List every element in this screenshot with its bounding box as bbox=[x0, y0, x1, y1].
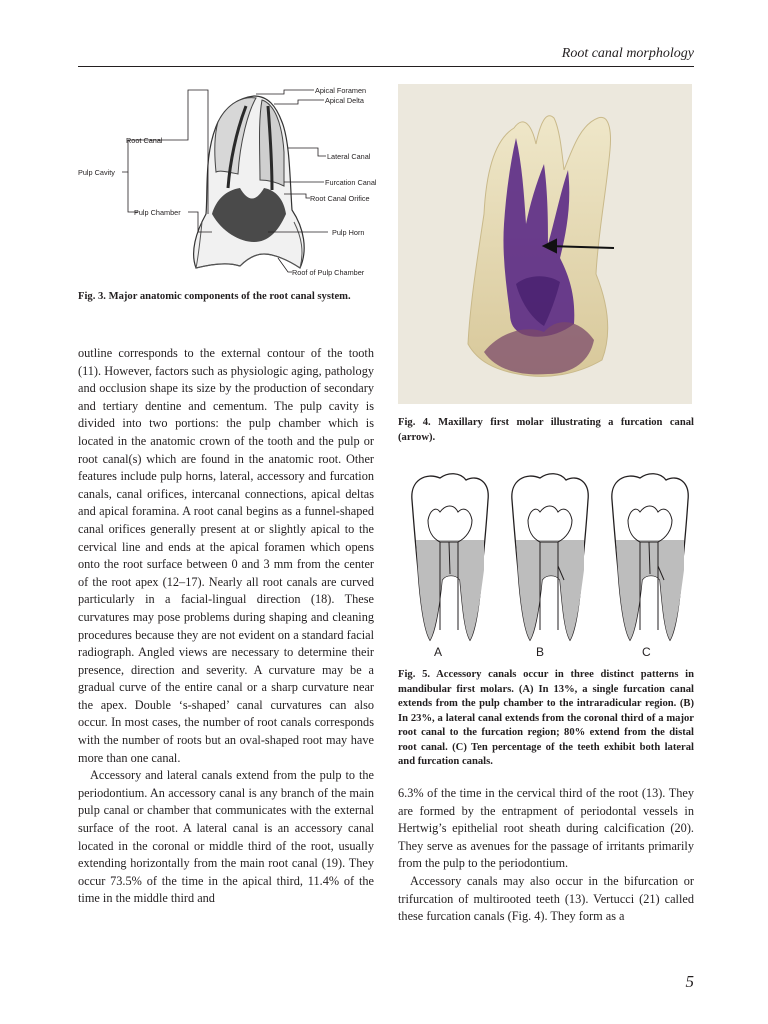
fig5-label-b: B bbox=[536, 645, 545, 659]
fig3-label-root-canal-orifice: Root Canal Orifice bbox=[310, 194, 370, 203]
fig3-label-apical-foramen: Apical Foramen bbox=[315, 86, 367, 95]
fig3-caption: Fig. 3. Major anatomic components of the root canal system. bbox=[78, 291, 351, 302]
left-column-body bbox=[78, 345, 374, 908]
fig3-leader-root-canal bbox=[176, 90, 208, 214]
fig3-label-furcation-canal: Furcation Canal bbox=[325, 178, 377, 187]
fig5-molar-a bbox=[412, 474, 488, 640]
fig3-label-pulp-chamber: Pulp Chamber bbox=[134, 208, 181, 217]
fig3-label-roof-of-pulp-chamber: Roof of Pulp Chamber bbox=[292, 268, 365, 277]
header-rule bbox=[78, 66, 694, 67]
fig4-molar-illustration bbox=[398, 84, 692, 404]
fig3-label-pulp-cavity: Pulp Cavity bbox=[78, 168, 115, 177]
right-column-body bbox=[398, 785, 694, 926]
running-header: Root canal morphology bbox=[561, 46, 694, 61]
fig5-label-a: A bbox=[434, 645, 443, 659]
fig5-label-c: C bbox=[642, 645, 651, 659]
fig3-tooth-diagram bbox=[78, 82, 378, 282]
fig5-caption: Fig. 5. Accessory canals occur in three distinct patterns in mandibular first molars. (A) In 13%, a single furcation canal extends from the pulp chamber to the intraradicular region. (B) In 23%, a lateral canal extends from the coronal third of a major root canal to the furcation region; 80% extend from the distal root canal. (C) Ten percentage of the teeth exhibit both lateral and furcation canals. bbox=[398, 669, 694, 767]
fig3-leader-apical-foramen bbox=[256, 90, 314, 94]
fig3-label-pulp-horn: Pulp Horn bbox=[332, 228, 365, 237]
fig3-leader-pulp-cavity-low bbox=[128, 172, 138, 212]
fig3-leader-apical-delta bbox=[274, 100, 324, 104]
fig3-label-lateral-canal: Lateral Canal bbox=[327, 152, 371, 161]
fig3-leader-lateral-canal bbox=[288, 148, 326, 156]
fig5-molar-b bbox=[512, 474, 588, 640]
page-number: 5 bbox=[685, 972, 694, 991]
right-paragraph-1: 6.3% of the time in the cervical third of the root (13). They are formed by the entrapment of periodontal vessels in Hertwig’s epithelial root sheath during calcification (20). They serve as avenues for the passage of irritants primarily from the pulp to the periodontium. bbox=[398, 786, 694, 871]
fig4-photo bbox=[398, 84, 692, 404]
fig5-molar-diagrams bbox=[398, 470, 694, 660]
right-paragraph-2: Accessory canals may also occur in the bifurcation or trifurcation of multirooted teeth (13). Vertucci (21) called these furcation canals (Fig. 4). They form as a bbox=[398, 873, 694, 924]
left-paragraph-1: outline corresponds to the external contour of the tooth (11). However, factors such as physiologic aging, pathology and occlusion shape its size by the production of secondary and tertiary dentine and cementum. The pulp cavity is divided into two portions: the pulp chamber which is located in the anatomic crown of the tooth and the pulp or root canal(s) which are found in the anatomic root. Other features include pulp horns, lateral, accessory and furcation canals, canal orifices, intercanal connections, apical deltas and apical foramina. A root canal begins as a funnel-shaped canal orifices generally present at or slightly apical to the cervical line and ends at the apical foramen which opens onto the root surface between 0 and 3 mm from the center of the root apex (12–17). Nearly all root canals are curved particularly in a facial-lingual direction (18). These curvatures may pose problems during shaping and cleaning procedures because they are not evident on a standard facial radiograph. Angled views are necessary to determine their presence, direction and severity. A curvature may be a gradual curve of the entire canal or a sharp curvature near the apex. Double ‘s-shaped’ canal curvatures can also occur. In most cases, the number of root canals corresponds with the number of roots but an oval-shaped root may have more than one canal. bbox=[78, 346, 374, 765]
left-paragraph-2: Accessory and lateral canals extend from the pulp to the periodontium. An accessory canal is any branch of the main pulp canal or chamber that communicates with the external surface of the root. A lateral canal is an accessory canal located in the coronal or middle third of the root, usually extending horizontally from the main root canal (19). They occur 73.5% of the time in the apical third, 11.4% of the time in the middle third and bbox=[78, 768, 374, 906]
fig5-molar-c bbox=[612, 474, 688, 640]
fig4-caption: Fig. 4. Maxillary first molar illustrating a furcation canal (arrow). bbox=[398, 417, 694, 443]
fig3-label-root-canal: Root Canal bbox=[126, 136, 163, 145]
fig3-label-apical-delta: Apical Delta bbox=[325, 96, 364, 105]
